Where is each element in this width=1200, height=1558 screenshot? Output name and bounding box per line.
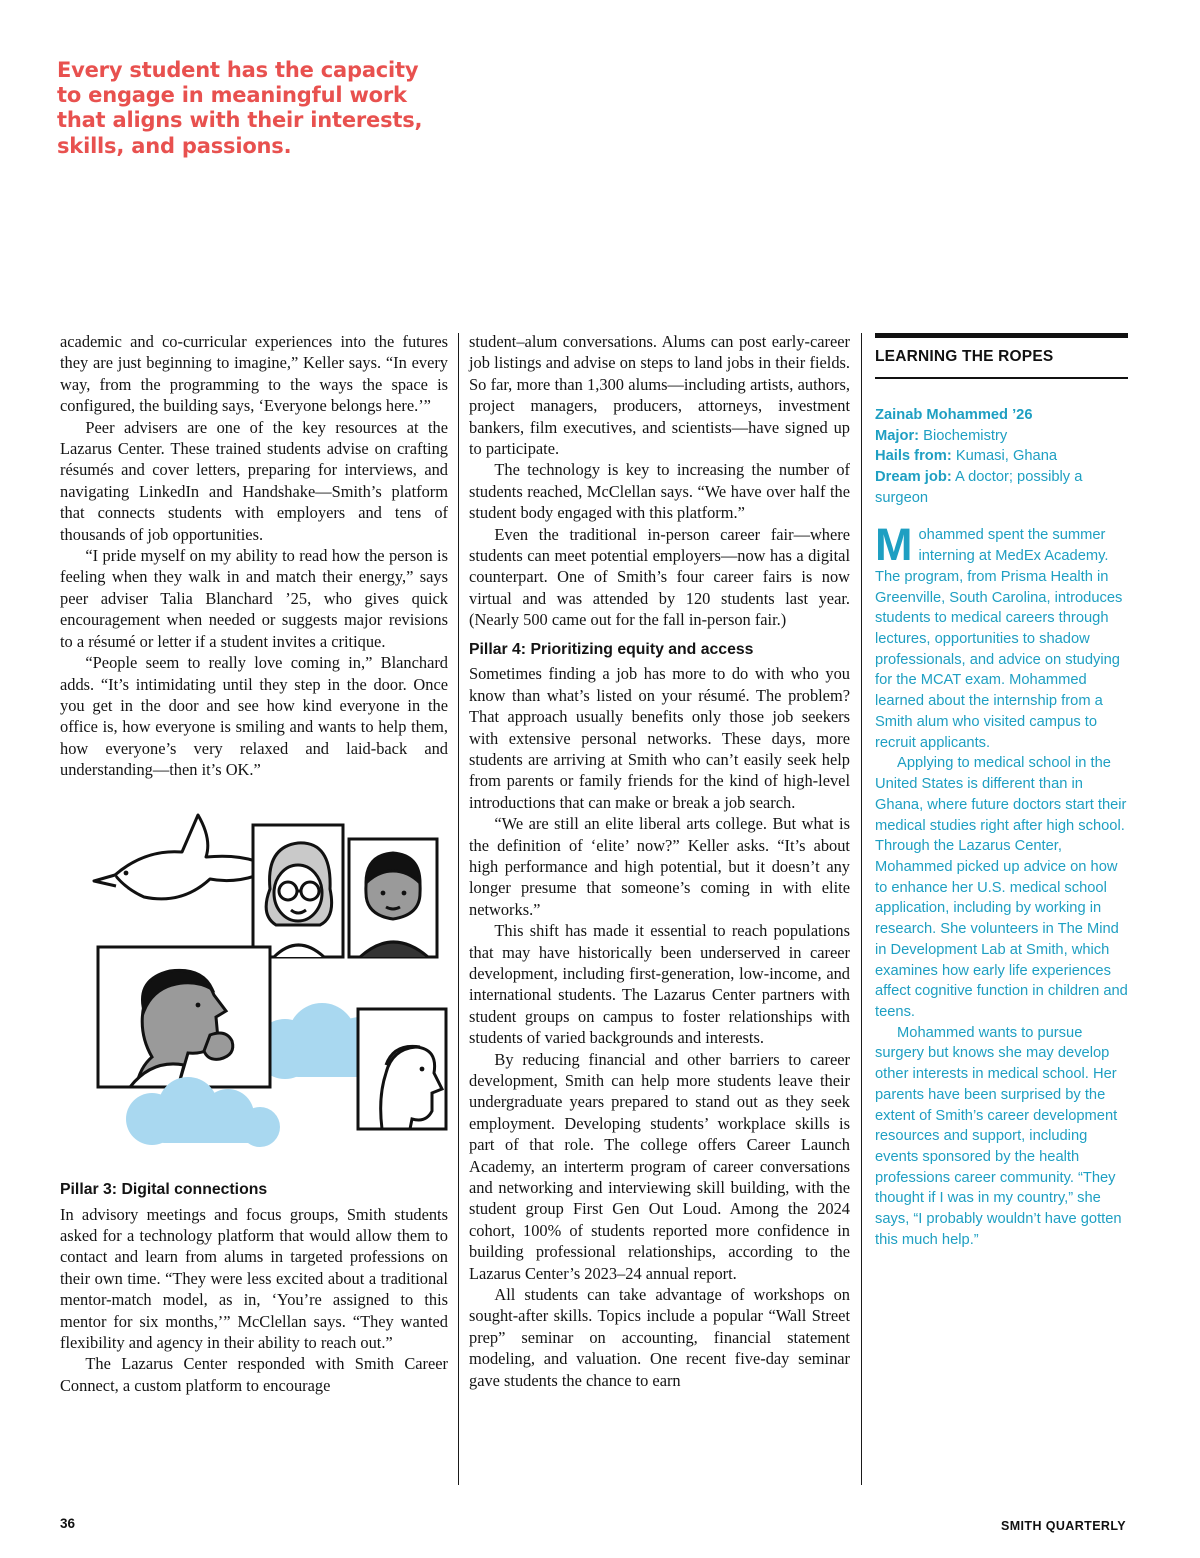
body-paragraph: All students can take advantage of workshops on sought-after skills. Topics include a popular “Wall Street prep” seminar on accounting, financial statement modeling, and valuation. One recent five-day seminar gave students the chance to earn — [469, 1285, 850, 1390]
sidebar-paragraph: Applying to medical school in the United States is different than in Ghana, where future doctors start their medical studies right after high school. Through the Lazarus Center, Mohammed picked up advice on how to enhance her U.S. medical school application, including by working in research. She volunteers in The Mind in Development Lab at Smith, which examines how early life experiences affect cognitive function in children and teens. — [875, 755, 1128, 1020]
major-label: Major: — [875, 427, 920, 444]
column-divider-right — [861, 333, 862, 1485]
column-divider-left — [458, 333, 459, 1485]
sidebar-body — [875, 519, 1128, 1250]
body-paragraph: By reducing financial and other barriers to career development, Smith can help more students leave their undergraduate years prepared to stand out as they seek employment. Developing students’ workplace skills is part of that role. The college offers Career Launch Academy, an interterm program of career conversations and networking and interviewing skill building, with the student group First Gen Out Loud. Among the 2024 cohort, 100% of students reported more confidence in building professional relationships, according to the Lazarus Center’s 2023–24 annual report. — [469, 1049, 850, 1283]
body-paragraph: “We are still an elite liberal arts college. But what is the definition of ‘elite’ now?” Keller asks. “It’s about high performance and high potential, but it doesn’t any longer presume that someone’s coming in with elite networks.” — [469, 814, 850, 919]
hails-from-label: Hails from: — [875, 448, 952, 465]
page-number: 36 — [60, 1516, 76, 1531]
portrait-man — [349, 839, 437, 957]
body-paragraph: This shift has made it essential to reach populations that may have historically been underserved in career development, including first-generation, low-income, and international students. The Lazarus Center partners with student groups on campus to foster relationships with students of varied backgrounds and interests. — [469, 921, 850, 1048]
body-paragraph: academic and co-curricular experiences into the futures they are just beginning to imagine,” Keller says. “In every way, from the programming to the ways the space is configured, the building says, ‘Everyone belongs here.’” — [60, 332, 448, 416]
career-illustration-svg — [60, 797, 448, 1163]
career-illustration — [60, 797, 448, 1168]
left-column — [60, 331, 448, 1396]
body-paragraph: The Lazarus Center responded with Smith Career Connect, a custom platform to encourage — [60, 1354, 448, 1395]
portrait-woman-glasses — [253, 825, 343, 957]
body-paragraph: Peer advisers are one of the key resources at the Lazarus Center. These trained students advise on crafting résumés and cover letters, preparing for interviews, and navigating LinkedIn and Handshake—Smith’s platform that connects students with employers and tens of thousands of job opportunities. — [60, 417, 448, 544]
pull-quote: Every student has the capacity to engage in meaningful work that aligns with their interests, skills, and passions. — [57, 58, 423, 158]
major-value: Biochemistry — [923, 427, 1008, 444]
sidebar-paragraph-text: ohammed spent the summer interning at MedEx Academy. The program, from Prisma Health in Greenville, South Carolina, introduces students to medical careers through lectures, opportunities to shadow professionals, and advice on studying for the MCAT exam. Mohammed learned about the internship from a Smith alum who visited campus to recruit applicants. — [875, 527, 1123, 751]
profile-dream-line — [875, 467, 1128, 508]
body-paragraph: Even the traditional in-person career fair—where students can meet potential employers—now has a digital counterpart. One of Smith’s four career fairs is now virtual and was attended by 120 students last year. (Nearly 500 came out for the fall in-person fair.) — [469, 524, 850, 630]
body-paragraph: “I pride myself on my ability to read how the person is feeling when they walk in and match their energy,” says peer adviser Talia Blanchard ’25, who gives quick encouragement when needed or suggests major revisions to a résumé or letter if a student invites a critique. — [60, 546, 448, 651]
student-profile — [875, 405, 1128, 509]
publication-name: SMITH QUARTERLY — [1001, 1519, 1126, 1533]
body-paragraph: In advisory meetings and focus groups, Smith students asked for a technology platform that would allow them to contact and learn from alums in targeted professions on their own time. “They were less excited about a traditional mentor-match model, as in, ‘You’re assigned to this mentor for six months,’” McClellan says. “They wanted flexibility and agency in their ability to reach out.” — [60, 1204, 448, 1352]
pillar-3-heading: Pillar 3: Digital connections — [60, 1180, 268, 1198]
profile-major-line — [875, 426, 1128, 447]
hails-from-value: Kumasi, Ghana — [955, 448, 1058, 465]
portrait-man-profile — [98, 947, 270, 1087]
middle-column — [469, 331, 850, 1391]
dream-job-label: Dream job: — [875, 469, 952, 485]
sidebar-paragraph: Mohammed wants to pursue surgery but knows she may develop other interests in medical school. Her parents have been surprised by the extent of Smith’s career development resources and support, including events sponsored by the health professions career community. “They thought if I was in my country,” she says, “I probably wouldn’t have gotten this much help.” — [875, 1024, 1122, 1248]
sidebar-learning-the-ropes — [875, 333, 1128, 1251]
dream-job-value: A doctor; possibly a surgeon — [875, 469, 1083, 506]
portrait-outline-profile — [358, 1009, 446, 1129]
bird-icon — [94, 815, 272, 899]
body-paragraph: student–alum conversations. Alums can post early-career job listings and advise on steps to land jobs in their fields. So far, more than 1,300 alums—including artists, authors, project managers, producers, attorneys, investment bankers, film executives, and scientists—have signed up to participate. — [469, 332, 850, 459]
sidebar-header-rule — [875, 377, 1128, 379]
body-paragraph: The technology is key to increasing the number of students reached, McClellan says. “We have over half the student body engaged with this platform.” — [469, 460, 850, 523]
drop-cap: M — [875, 519, 913, 571]
pillar-4-heading: Pillar 4: Prioritizing equity and access — [469, 640, 754, 658]
sidebar-paragraph — [875, 519, 1128, 753]
body-paragraph: “People seem to really love coming in,” Blanchard adds. “It’s intimidating until they step in the door. Once you get in the door and see how kind everyone in the office is, how everyone is smiling and wants to help them, how everyone’s very relaxed and laid-back and understanding—then it’s OK.” — [60, 653, 448, 780]
sidebar-header: LEARNING THE ROPES — [875, 348, 1054, 365]
student-name: Zainab Mohammed ’26 — [875, 406, 1033, 423]
profile-hails-line — [875, 446, 1128, 467]
body-paragraph: Sometimes finding a job has more to do with who you know than what’s listed on your résumé. The problem? That approach usually benefits only those job seekers with extensive personal networks. These days, more students are arriving at Smith who can’t easily seek help from parents or family friends for the kind of high-level introductions that can make or break a job search. — [469, 664, 850, 812]
